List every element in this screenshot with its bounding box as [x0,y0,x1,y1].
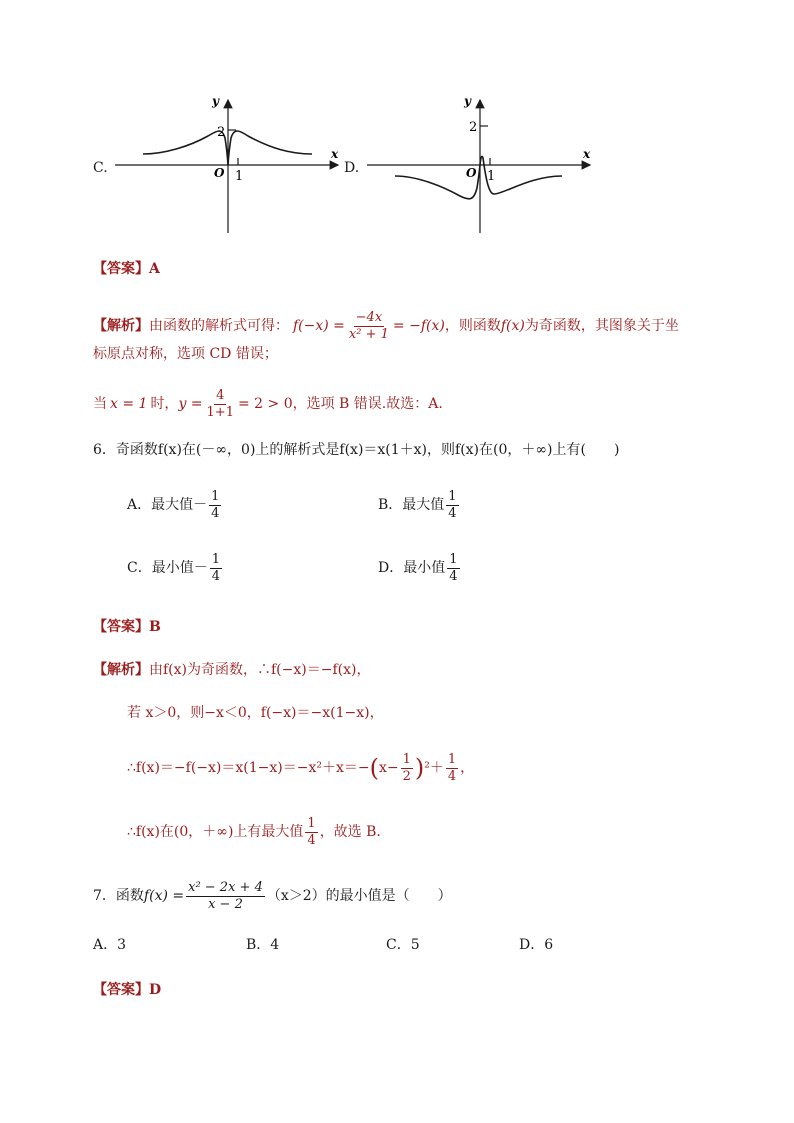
q6-analysis-line4 [127,812,390,852]
analysis-text: ，故选 B． [319,824,391,840]
graph-c-y-label: y [212,94,219,108]
paren-left: ( [369,754,379,782]
fraction [347,310,391,343]
fraction-denominator: 1+1 [206,404,234,420]
q6-analysis-line2: 若 x＞0，则−x＜0，f(−x)＝−x(1−x)， [127,705,384,721]
q6-option-a[interactable] [127,485,223,525]
fraction [186,880,265,913]
formula-text: = −f(x) [392,318,445,334]
q6-analysis-line3 [127,748,474,788]
fraction-denominator: 4 [211,568,220,584]
answer-value: B [149,619,161,635]
option-label: C．最小值－ [127,560,208,576]
analysis-text: ，则函数 [444,318,501,334]
option-label: A．最大值－ [127,497,208,513]
graph-c-x-label: x [331,147,339,161]
question-text: （x＞2）的最小值是（ ） [266,888,452,904]
fraction [401,752,413,785]
fraction-denominator: x² + 1 [348,326,389,342]
graph-d-origin: O [466,166,477,180]
q7-option-a[interactable]: A．3 [93,937,127,953]
formula-text: f(x) [500,318,525,334]
fraction [305,816,317,849]
graph-c-origin: O [214,166,225,180]
fraction-numerator: 1 [211,551,220,567]
q7-option-c[interactable]: C．5 [386,937,420,953]
graph-c-tick-2-label: 2 [217,125,226,140]
graph-d-tick-2-label: 2 [469,120,478,135]
q6-option-b[interactable] [378,485,461,525]
q6-option-d[interactable] [378,548,462,588]
analysis-text: 由f(x)为奇函数，∴f(−x)＝−f(x)， [149,662,371,678]
fraction-numerator: 1 [211,488,220,504]
fraction-numerator: 1 [307,815,316,831]
graph-d-x-label: x [583,147,591,161]
fraction-denominator: 4 [449,568,458,584]
q7-option-b[interactable]: B．4 [246,937,280,953]
q5-analysis-line3 [93,386,443,422]
fraction [447,552,459,585]
fraction-numerator: −4x [355,309,383,325]
formula-text: ²＋ [424,760,444,776]
fraction-numerator: 1 [448,488,457,504]
answer-tag: 【答案】 [93,261,149,277]
answer-value: A [149,261,160,277]
fraction-numerator: 1 [449,551,458,567]
analysis-text: 由函数的解析式可得： [149,318,289,334]
formula-text: f(x) = [143,888,185,904]
q6-analysis-line1 [93,660,370,680]
q6-option-c[interactable] [127,548,224,588]
graph-c [110,90,345,240]
analysis-text: ∴f(x)在(0，＋∞)上有最大值 [127,824,304,840]
analysis-text: 当 [93,396,107,412]
formula-text: x = 1 [110,396,148,412]
fraction-denominator: 4 [448,505,457,521]
formula-text: = 2 > 0 [237,396,293,412]
formula-text: f(−x) = [293,318,345,334]
paren-right: ) [414,754,425,782]
analysis-text: ∴f(x)＝−f(−x)＝x(1−x)＝−x²＋x＝− [127,760,370,776]
graph-d-curve [395,156,562,198]
question-text: 7．函数 [93,888,144,904]
q6-stem: 6．奇函数f(x)在(－∞，0)上的解析式是f(x)＝x(1＋x)，则f(x)在(0，＋∞)上有( ) [93,442,620,458]
q7-option-d[interactable]: D．6 [519,937,554,953]
answer-value: D [149,982,162,998]
analysis-tag: 【解析】 [93,662,149,678]
q7-answer [93,980,161,1000]
analysis-tag: 【解析】 [93,318,149,334]
fraction [209,489,221,522]
answer-tag: 【答案】 [93,619,149,635]
q7-stem [93,876,452,916]
fraction [446,752,458,785]
q5-answer [93,259,160,279]
fraction-denominator: 4 [211,505,220,521]
graph-c-tick-1-label: 1 [235,169,244,184]
q6-answer [93,617,161,637]
fraction-numerator: x² − 2x + 4 [188,879,263,895]
q5-analysis-line1 [93,308,679,344]
fraction-denominator: 4 [447,768,457,784]
fraction [446,489,458,522]
answer-tag: 【答案】 [93,982,149,998]
fraction [210,552,222,585]
graph-c-label: C. [93,160,108,176]
fraction-denominator: x − 2 [208,896,243,912]
graph-d-tick-1-label: 1 [487,169,496,184]
fraction-numerator: 1 [402,751,411,767]
option-label: B．最大值 [378,497,445,513]
graph-d-label: D. [344,160,360,176]
analysis-text: ， [460,760,475,776]
graph-d [362,90,597,240]
analysis-text: ，选项 B 错误.故选：A. [292,396,443,412]
fraction-denominator: 4 [307,832,316,848]
q5-analysis-line2: 标原点对称，选项 CD 错误； [93,346,278,362]
formula-text: y = [178,396,203,412]
analysis-text: 时， [150,396,179,412]
formula-text: x− [378,760,399,776]
analysis-text: 为奇函数，其图象关于坐 [524,318,679,334]
option-label: D．最小值 [378,560,446,576]
fraction-denominator: 2 [402,768,411,784]
fraction [205,388,236,421]
graph-d-y-label: y [464,94,471,108]
fraction-numerator: 4 [216,387,225,403]
fraction-numerator: 1 [447,751,457,767]
